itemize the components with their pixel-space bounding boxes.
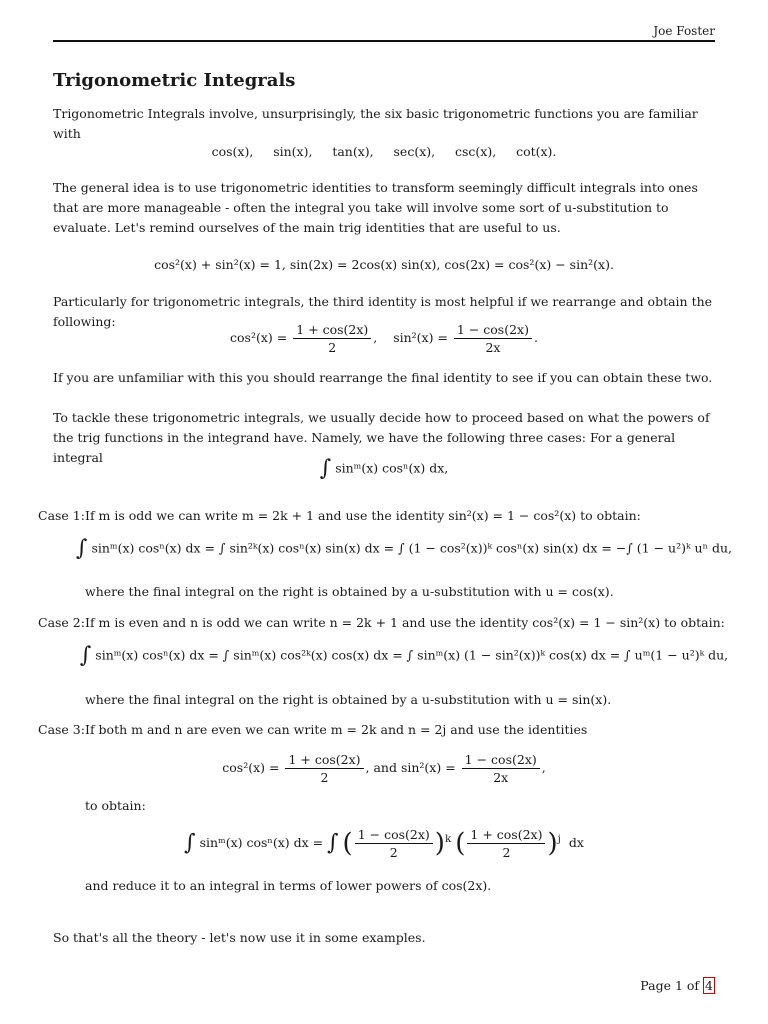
integral-sign-icon: ∫ — [319, 456, 332, 481]
fraction-denominator: 2x — [493, 770, 509, 785]
integral-sign-icon: ∫ — [76, 536, 88, 561]
fraction-denominator: 2 — [328, 340, 337, 355]
general-integral-body: sinᵐ(x) cosⁿ(x) dx, — [335, 460, 449, 476]
closing-paragraph: So that's all the theory - let's now use it in some examples. — [53, 930, 426, 945]
case-2-text: If m is even and n is odd we can write n = 2k + 1 and use the identity cos²(x) = 1 − sin²(x) to obtain: — [85, 615, 725, 630]
fraction-numerator: 1 − cos(2x) — [355, 827, 433, 844]
cos-sq-lhs: cos²(x) = — [222, 760, 280, 775]
case-3-to-obtain: to obtain: — [85, 798, 146, 813]
case-2-label: Case 2: — [38, 615, 85, 630]
fraction-denominator: 2 — [320, 770, 329, 785]
case-1-text: If m is odd we can write m = 2k + 1 and use the identity sin²(x) = 1 − cos²(x) to obtain: — [85, 508, 641, 523]
fn-sec: sec(x), — [393, 144, 436, 159]
header-rule — [53, 40, 715, 42]
fn-tan: tan(x), — [332, 144, 374, 159]
section-title: Trigonometric Integrals — [53, 70, 296, 91]
case-3-label: Case 3: — [38, 722, 85, 737]
case-1-label: Case 1: — [38, 508, 85, 523]
fraction-numerator: 1 + cos(2x) — [285, 752, 363, 769]
fraction-numerator: 1 + cos(2x) — [467, 827, 545, 844]
case-3-equation — [0, 827, 768, 860]
fraction-numerator: 1 − cos(2x) — [454, 322, 532, 339]
unfamiliar-paragraph: If you are unfamiliar with this you should rearrange the final identity to see if you can obtain these two. — [53, 370, 713, 385]
fraction-denominator: 2x — [485, 340, 501, 355]
page-number-label: Page 1 of — [640, 978, 700, 993]
integral-sign-icon: ∫ — [327, 830, 339, 856]
half-angle-equation — [0, 322, 768, 355]
fraction-denominator: 2 — [502, 845, 511, 860]
case-1-equation — [20, 538, 768, 560]
right-paren-icon: ) — [547, 828, 558, 859]
separator: , — [373, 330, 378, 345]
case-3-equation-lhs: sinᵐ(x) cosⁿ(x) dx = — [199, 835, 324, 850]
fraction — [355, 827, 433, 860]
sin-sq-lhs: sin²(x) = — [393, 330, 448, 345]
left-paren-icon: ( — [455, 828, 466, 859]
case-3-identities — [0, 752, 768, 785]
cos-sq-lhs: cos²(x) = — [230, 330, 288, 345]
header-author: Joe Foster — [653, 24, 715, 38]
fraction-numerator: 1 + cos(2x) — [293, 322, 371, 339]
integral-sign-icon: ∫ — [184, 830, 196, 856]
fn-csc: csc(x), — [454, 144, 497, 159]
page-total-link[interactable]: 4 — [705, 978, 713, 993]
right-paren-icon: ) — [434, 828, 445, 859]
exponent-k: k — [444, 832, 452, 845]
fraction — [467, 827, 545, 860]
particularly-paragraph: Particularly for trigonometric integrals, the third identity is most helpful if we rearrange and obtain the following: — [53, 294, 713, 329]
case-2-equation — [20, 645, 768, 667]
fraction — [454, 322, 532, 355]
trig-functions-list — [0, 144, 768, 159]
case-2-equation-body: sinᵐ(x) cosⁿ(x) dx = ∫ sinᵐ(x) cos²ᵏ(x) cos(x) dx = ∫ sinᵐ(x) (1 − sin²(x))ᵏ cos(x) dx = ∫ uᵐ(1 − u²)ᵏ du, — [95, 647, 729, 663]
page-footer — [640, 978, 715, 993]
differential: dx — [568, 835, 584, 850]
case-1-note: where the final integral on the right is obtained by a u-substitution with u = cos(x). — [85, 584, 614, 599]
case-3-note: and reduce it to an integral in terms of lower powers of cos(2x). — [85, 878, 492, 893]
identities-connector: , and sin²(x) = — [365, 760, 456, 775]
integral-sign-icon: ∫ — [79, 643, 92, 668]
identities-equation: cos²(x) + sin²(x) = 1, sin(2x) = 2cos(x) sin(x), cos(2x) = cos²(x) − sin²(x). — [154, 257, 614, 272]
case-3-text: If both m and n are even we can write m = 2k and n = 2j and use the identities — [85, 722, 588, 737]
case-2-note: where the final integral on the right is obtained by a u-substitution with u = sin(x). — [85, 692, 612, 707]
fraction — [285, 752, 363, 785]
fn-sin: sin(x), — [273, 144, 313, 159]
fn-cot: cot(x). — [516, 144, 557, 159]
fn-cos: cos(x), — [211, 144, 254, 159]
exponent-j: j — [557, 832, 561, 845]
fraction — [462, 752, 540, 785]
fraction-numerator: 1 − cos(2x) — [462, 752, 540, 769]
terminator: , — [541, 760, 546, 775]
tackle-paragraph: To tackle these trigonometric integrals, we usually decide how to proceed based on what the powers of the trig functions in the integrand have. Namely, we have the following three cases: For a general integral — [53, 410, 710, 465]
intro-paragraph: Trigonometric Integrals involve, unsurprisingly, the six basic trigonometric functions you are familiar with — [53, 106, 698, 141]
fraction — [293, 322, 371, 355]
general-idea-paragraph: The general idea is to use trigonometric identities to transform seemingly difficult integrals into ones that are more manageable - often the integral you take will involve some sort of u-substitution to evaluate. Let's remind ourselves of the main trig identities that are useful to us. — [53, 180, 698, 235]
fraction-denominator: 2 — [389, 845, 398, 860]
general-integral — [0, 458, 768, 480]
terminator: . — [533, 330, 538, 345]
case-1-equation-body: sinᵐ(x) cosⁿ(x) dx = ∫ sin²ᵏ(x) cosⁿ(x) sin(x) dx = ∫ (1 − cos²(x))ᵏ cosⁿ(x) sin(x) dx = −∫ (1 − u²)ᵏ uⁿ du, — [91, 540, 732, 556]
left-paren-icon: ( — [342, 828, 353, 859]
